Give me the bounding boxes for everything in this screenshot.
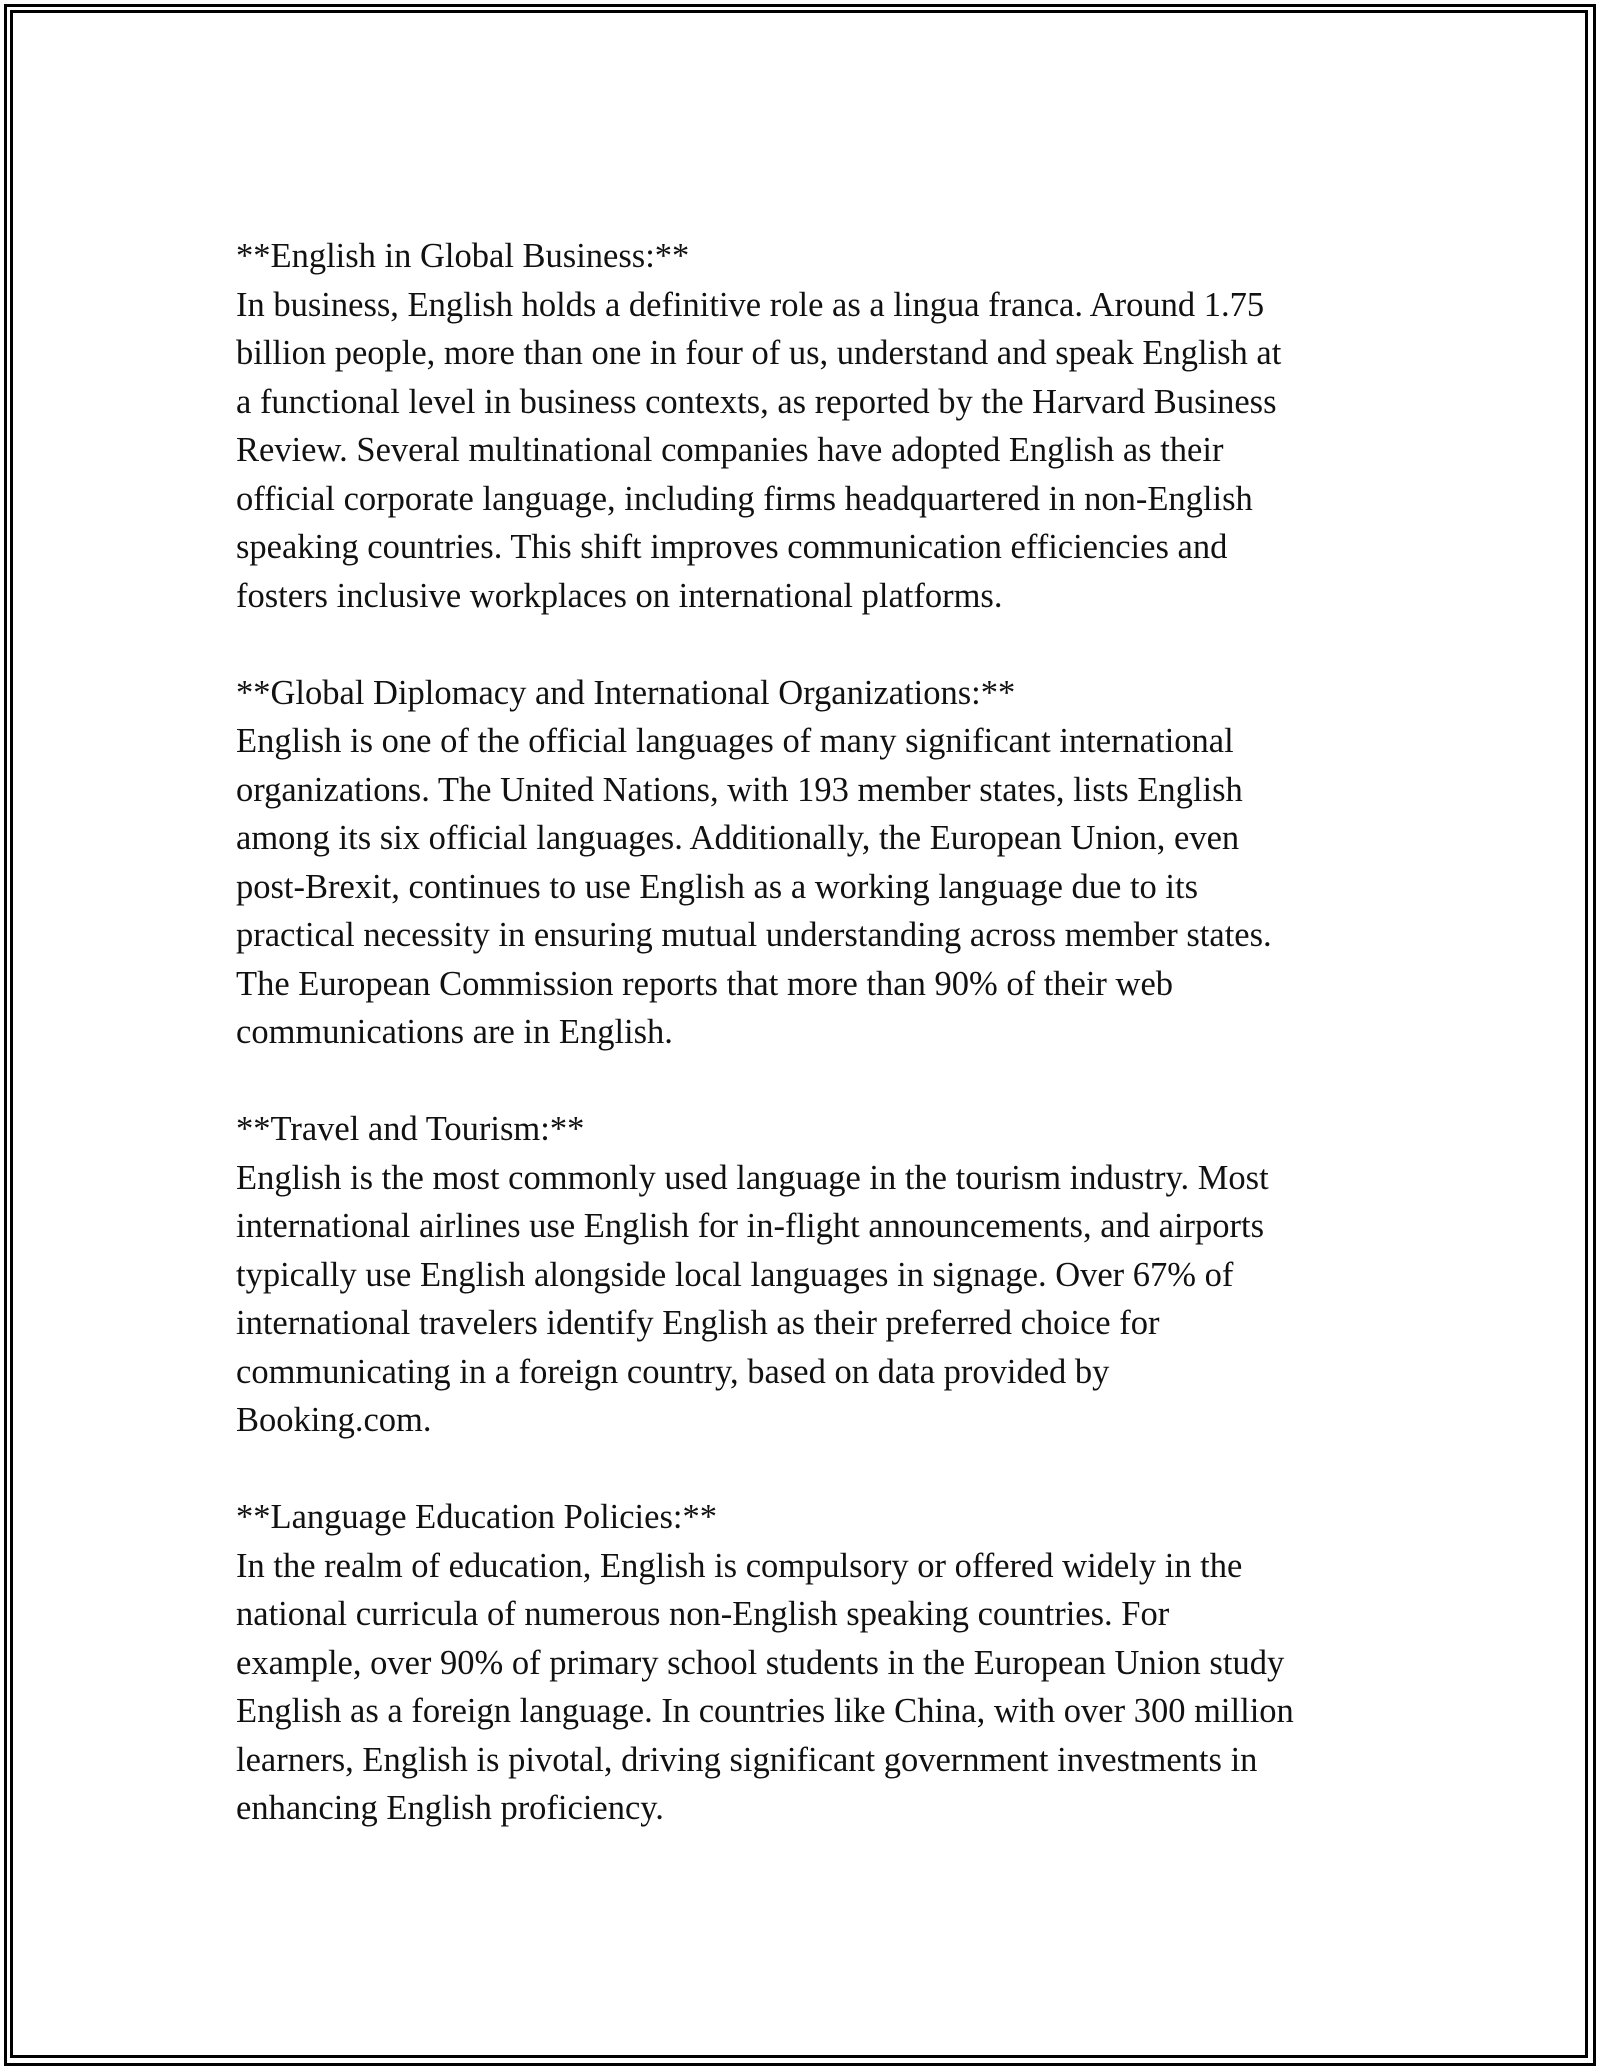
paragraph-line: typically use English alongside local languages in signage. Over 67% of xyxy=(236,1255,1234,1294)
paragraph-line: among its six official languages. Additionally, the European Union, even xyxy=(236,819,1240,857)
paragraph-line: speaking countries. This shift improves communication efficiencies and xyxy=(236,528,1228,566)
paragraph-line: national curricula of numerous non-English speaking countries. For xyxy=(236,1595,1170,1633)
paragraph-line: a functional level in business contexts, as reported by the Harvard Business xyxy=(236,382,1277,421)
paragraph-line: example, over 90% of primary school students in the European Union study xyxy=(236,1643,1285,1682)
paragraph-line: practical necessity in ensuring mutual understanding across member states. xyxy=(236,916,1272,954)
section-heading: **English in Global Business:** xyxy=(236,237,690,275)
paragraph-line: Review. Several multinational companies have adopted English as their xyxy=(236,431,1224,469)
paragraph-line: enhancing English proficiency. xyxy=(236,1789,664,1827)
paragraph-line: English is the most commonly used language in the tourism industry. Most xyxy=(236,1158,1269,1197)
paragraph-line: In the realm of education, English is compulsory or offered widely in the xyxy=(236,1546,1243,1585)
paragraph-line: organizations. The United Nations, with 193 member states, lists English xyxy=(236,770,1243,809)
paragraph-line: official corporate language, including firms headquartered in non-English xyxy=(236,479,1253,518)
paragraph-line: billion people, more than one in four of us, understand and speak English at xyxy=(236,334,1282,372)
paragraph-line: learners, English is pivotal, driving significant government investments in xyxy=(236,1740,1258,1779)
paragraph-line: communicating in a foreign country, based on data provided by xyxy=(236,1352,1110,1391)
paragraph-line: English is one of the official languages of many significant international xyxy=(236,722,1234,760)
section-global-business xyxy=(236,232,1376,620)
section-global-diplomacy xyxy=(236,669,1376,1057)
paragraph-line: international airlines use English for in-flight announcements, and airports xyxy=(236,1207,1265,1245)
paragraph-line: The European Commission reports that more than 90% of their web xyxy=(236,964,1174,1003)
section-heading: **Travel and Tourism:** xyxy=(236,1110,585,1148)
paragraph-line: fosters inclusive workplaces on international platforms. xyxy=(236,576,1003,615)
paragraph-line: In business, English holds a definitive role as a lingua franca. Around 1.75 xyxy=(236,285,1265,324)
paragraph-line: Booking.com. xyxy=(236,1401,432,1439)
paragraph-line: international travelers identify English as their preferred choice for xyxy=(236,1304,1160,1342)
section-heading: **Language Education Policies:** xyxy=(236,1498,717,1536)
document-body xyxy=(236,232,1376,1881)
paragraph-line: post-Brexit, continues to use English as a working language due to its xyxy=(236,867,1199,906)
paragraph-line: communications are in English. xyxy=(236,1013,673,1051)
section-heading: **Global Diplomacy and International Organizations:** xyxy=(236,673,1016,712)
section-language-education xyxy=(236,1493,1376,1833)
section-travel-tourism xyxy=(236,1105,1376,1445)
paragraph-line: English as a foreign language. In countries like China, with over 300 million xyxy=(236,1692,1294,1730)
